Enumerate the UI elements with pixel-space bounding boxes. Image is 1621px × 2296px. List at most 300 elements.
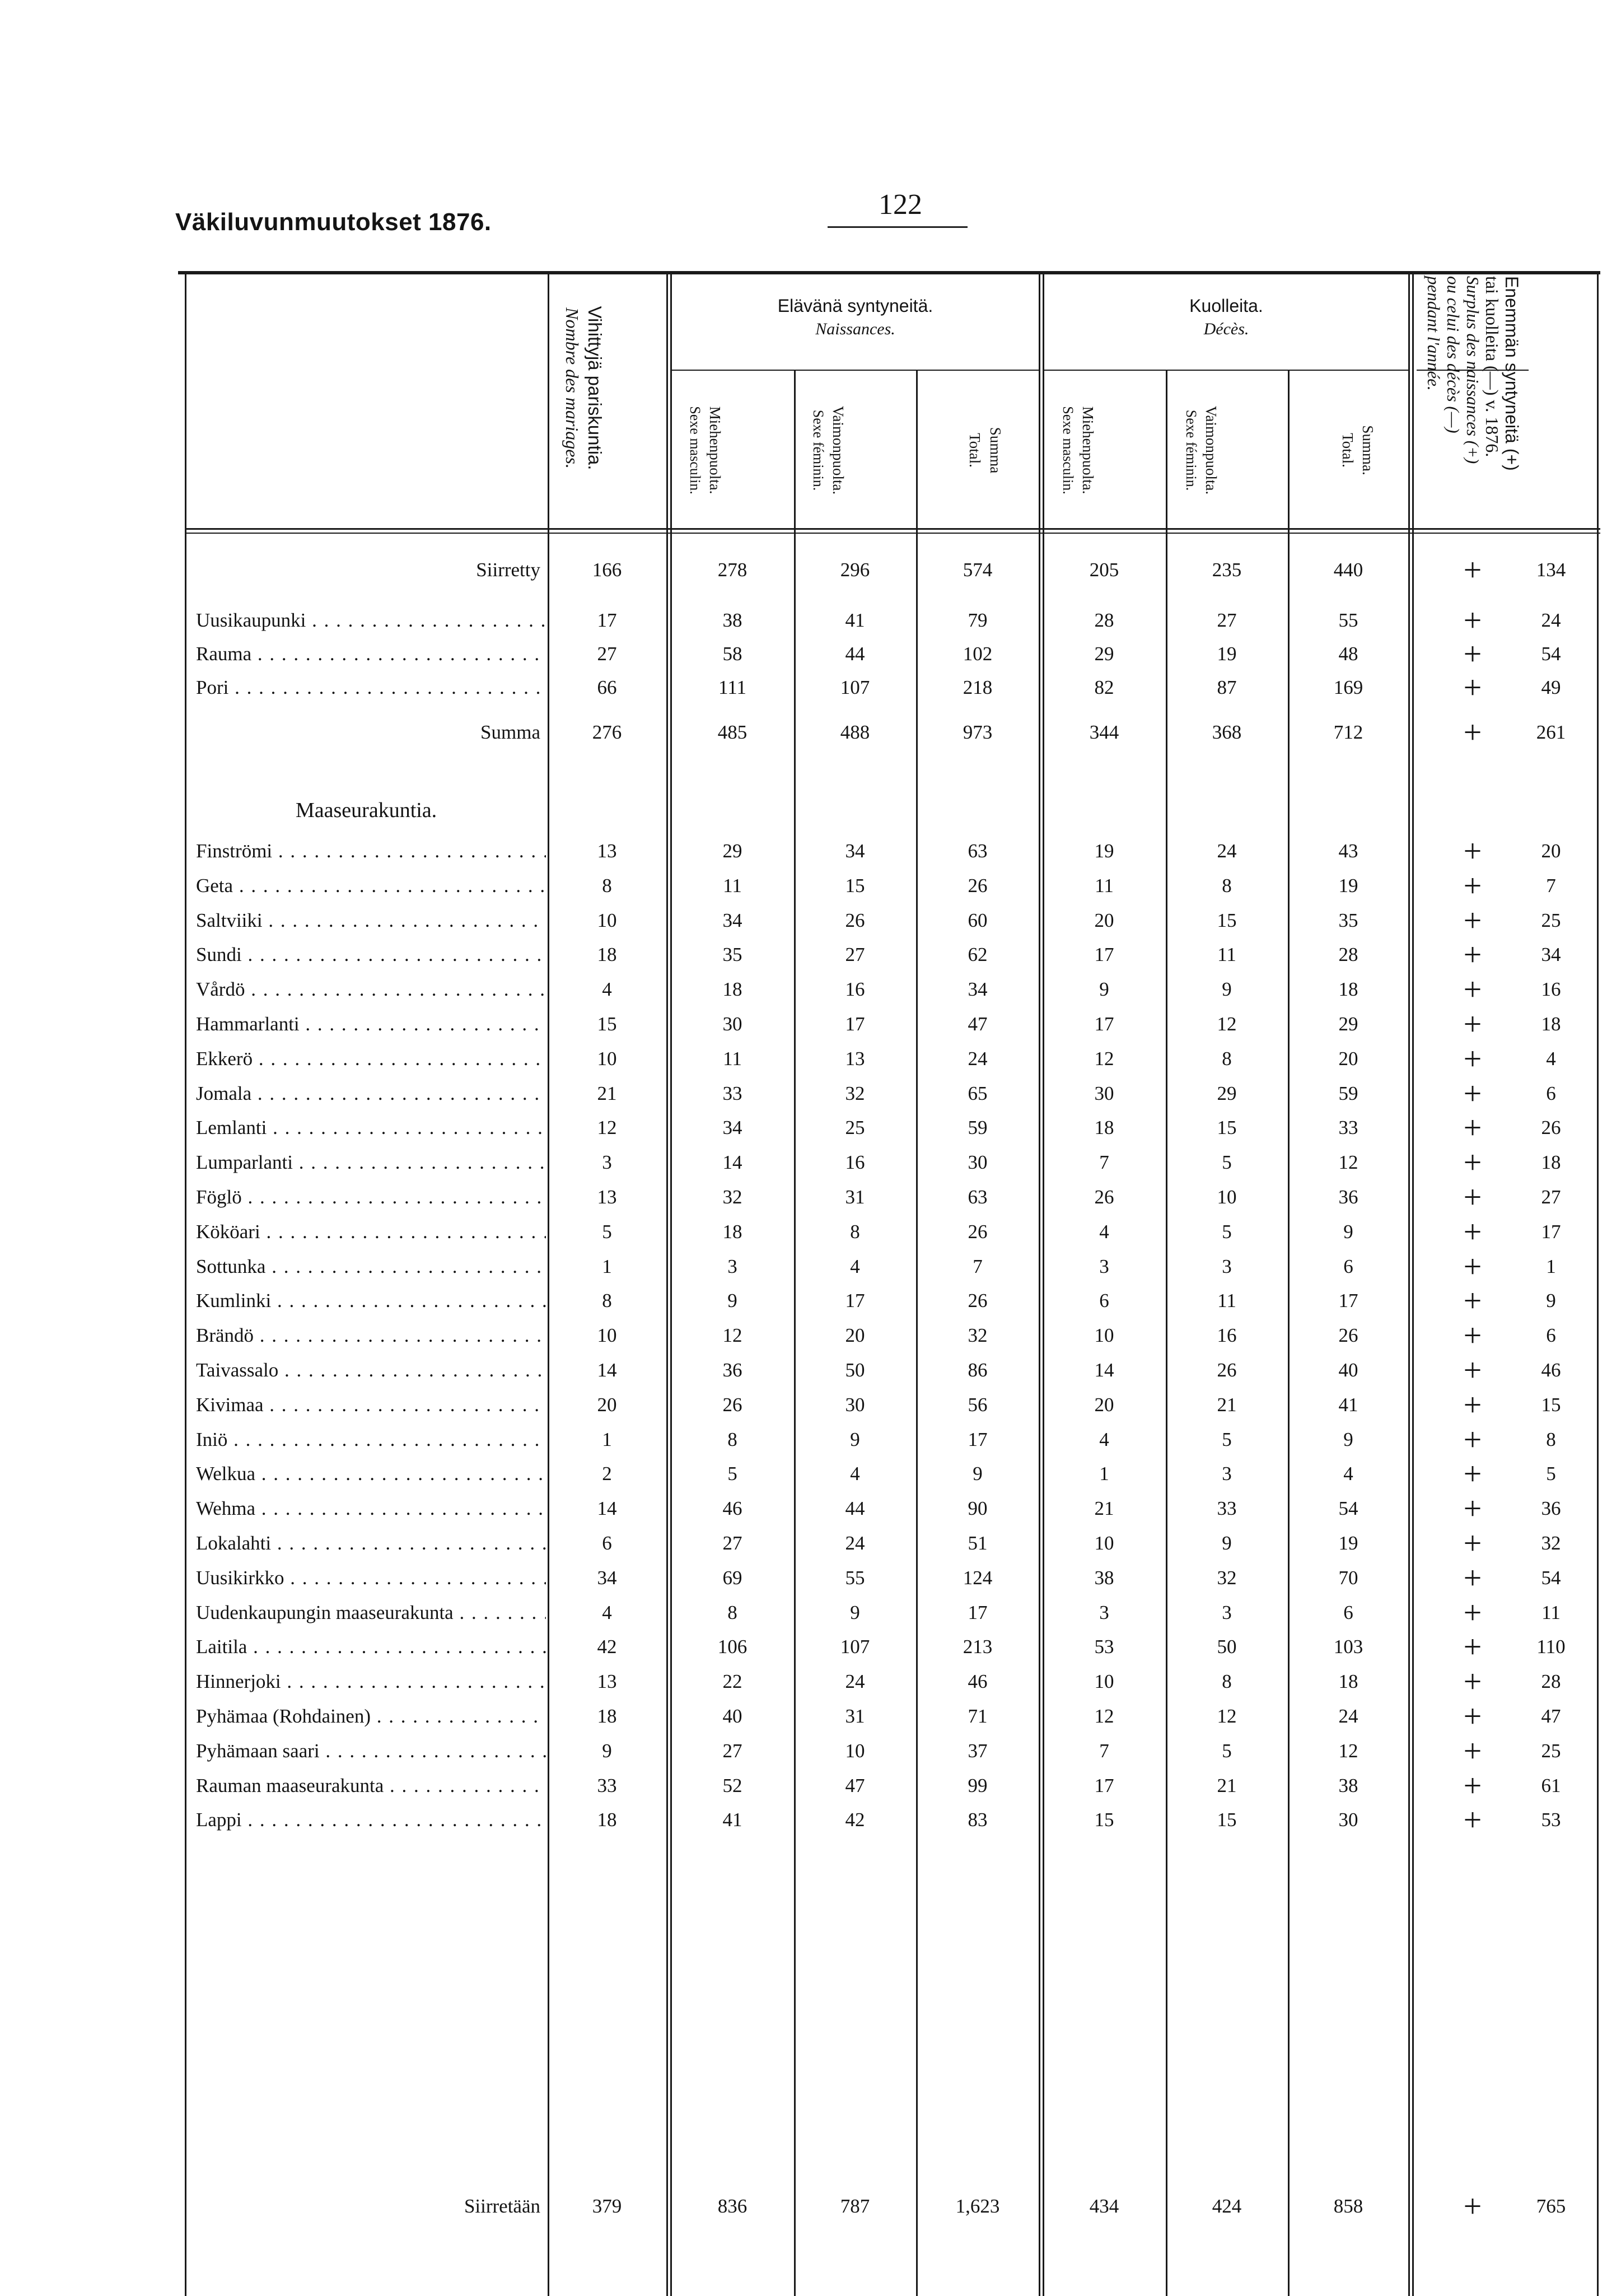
marriages-cell: 3 xyxy=(602,1151,612,1174)
marriages-cell: 42 xyxy=(597,1636,617,1658)
row-label: Lemlanti . . . xyxy=(196,1111,546,1145)
surplus-sign: + xyxy=(1463,1179,1482,1215)
deaths-male-cell: 3 xyxy=(1099,1255,1109,1277)
marriages-cell: 14 xyxy=(597,1497,617,1520)
row-label: Hinnerjoki . . . xyxy=(196,1665,546,1698)
row-label: Sottunka . . . xyxy=(196,1250,546,1284)
header-births-male-fi: Miehenpuolta. xyxy=(707,406,723,494)
row-label: Föglö . . . xyxy=(196,1180,546,1214)
births-female-cell: 26 xyxy=(845,909,865,931)
births-total-cell: 574 xyxy=(963,559,993,581)
surplus-value-cell: 20 xyxy=(1541,840,1561,862)
births-total-cell: 34 xyxy=(968,978,988,1001)
row-label: Jomala . . . xyxy=(196,1077,546,1110)
table-row xyxy=(0,1492,1621,1525)
table-row xyxy=(0,1423,1621,1457)
deaths-male-cell: 28 xyxy=(1094,609,1114,631)
table-row xyxy=(0,1561,1621,1595)
header-births-total-fi: Summa xyxy=(987,427,1004,474)
deaths-total-cell: 440 xyxy=(1333,559,1363,581)
surplus-sign: + xyxy=(1463,1455,1482,1492)
row-label: Iniö . . . xyxy=(196,1423,546,1457)
births-total-cell: 60 xyxy=(968,909,988,931)
table-row xyxy=(0,1215,1621,1249)
marriages-cell: 13 xyxy=(597,840,617,862)
births-female-cell: 30 xyxy=(845,1393,865,1416)
deaths-male-cell: 17 xyxy=(1094,944,1114,966)
surplus-sign: + xyxy=(1463,1317,1482,1354)
marriages-cell: 1 xyxy=(602,1255,612,1277)
births-male-cell: 52 xyxy=(722,1774,742,1796)
table-row xyxy=(0,1665,1621,1698)
surplus-sign: + xyxy=(1463,552,1482,588)
deaths-total-cell: 17 xyxy=(1338,1290,1358,1312)
deaths-total-cell: 4 xyxy=(1343,1463,1353,1485)
deaths-female-cell: 26 xyxy=(1217,1359,1237,1381)
marriages-cell: 21 xyxy=(597,1082,617,1104)
deaths-female-cell: 368 xyxy=(1212,721,1242,743)
deaths-female-cell: 15 xyxy=(1217,1809,1237,1831)
deaths-total-cell: 6 xyxy=(1343,1255,1353,1277)
marriages-cell: 15 xyxy=(597,1013,617,1035)
surplus-sign: + xyxy=(1463,1628,1482,1665)
table-row xyxy=(0,1457,1621,1491)
deaths-total-cell: 19 xyxy=(1338,874,1358,897)
marriages-cell: 13 xyxy=(597,1186,617,1208)
births-total-cell: 7 xyxy=(973,1255,983,1277)
row-label: Pyhämaa (Rohdainen) . . . xyxy=(196,1700,546,1733)
births-male-cell: 12 xyxy=(722,1324,742,1347)
surplus-sign: + xyxy=(1463,1663,1482,1700)
surplus-value-cell: 6 xyxy=(1546,1082,1556,1104)
deaths-total-cell: 48 xyxy=(1338,643,1358,665)
header-surplus-fr-1: Surplus des naissances (+) xyxy=(1463,276,1483,464)
deaths-female-cell: 8 xyxy=(1222,1047,1232,1070)
carried-row xyxy=(0,553,1621,587)
surplus-value-cell: 8 xyxy=(1546,1428,1556,1450)
surplus-value-cell: 1 xyxy=(1546,1255,1556,1277)
deaths-total-cell: 858 xyxy=(1333,2195,1363,2217)
deaths-female-cell: 19 xyxy=(1217,643,1237,665)
deaths-total-cell: 169 xyxy=(1333,676,1363,698)
births-female-cell: 9 xyxy=(850,1428,860,1450)
row-label: Summa xyxy=(480,721,540,743)
marriages-cell: 18 xyxy=(597,944,617,966)
births-male-cell: 3 xyxy=(727,1255,737,1277)
births-female-cell: 10 xyxy=(845,1739,865,1762)
marriages-cell: 27 xyxy=(597,643,617,665)
deaths-female-cell: 50 xyxy=(1217,1636,1237,1658)
deaths-total-cell: 24 xyxy=(1338,1705,1358,1727)
row-label: Brändö . . . xyxy=(196,1319,546,1352)
surplus-sign: + xyxy=(1463,1767,1482,1804)
page-number: 122 xyxy=(879,189,922,221)
table-row xyxy=(0,1596,1621,1630)
surplus-sign: + xyxy=(1463,602,1482,638)
table-row xyxy=(0,1803,1621,1837)
header-deaths-male-fi: Miehenpuolta. xyxy=(1080,406,1096,494)
deaths-female-cell: 16 xyxy=(1217,1324,1237,1347)
surplus-value-cell: 25 xyxy=(1541,909,1561,931)
births-male-cell: 69 xyxy=(722,1566,742,1589)
births-female-cell: 9 xyxy=(850,1601,860,1623)
table-row xyxy=(0,637,1621,671)
deaths-male-cell: 38 xyxy=(1094,1566,1114,1589)
carried-row xyxy=(0,2190,1621,2223)
births-total-cell: 59 xyxy=(968,1117,988,1139)
table-row xyxy=(0,604,1621,637)
row-label: Uusikirkko . . . xyxy=(196,1561,546,1595)
surplus-value-cell: 9 xyxy=(1546,1290,1556,1312)
deaths-male-cell: 19 xyxy=(1094,840,1114,862)
surplus-sign: + xyxy=(1463,714,1482,750)
births-female-cell: 16 xyxy=(845,1151,865,1174)
deaths-total-cell: 40 xyxy=(1338,1359,1358,1381)
births-male-cell: 5 xyxy=(727,1463,737,1485)
header-surplus-fi-2: tai kuolleita (—) v. 1876. xyxy=(1482,276,1502,458)
surplus-sign: + xyxy=(1463,1698,1482,1734)
births-total-cell: 90 xyxy=(968,1497,988,1520)
header-marriages-fi: Vihittyjä pariskuntia. xyxy=(585,306,605,470)
surplus-sign: + xyxy=(1463,2188,1482,2224)
deaths-male-cell: 10 xyxy=(1094,1324,1114,1347)
deaths-male-cell: 18 xyxy=(1094,1117,1114,1139)
marriages-cell: 2 xyxy=(602,1463,612,1485)
surplus-value-cell: 16 xyxy=(1541,978,1561,1001)
births-male-cell: 106 xyxy=(717,1636,748,1658)
sum-row xyxy=(0,716,1621,749)
surplus-sign: + xyxy=(1463,1282,1482,1319)
births-female-cell: 32 xyxy=(845,1082,865,1104)
births-total-cell: 102 xyxy=(963,643,993,665)
marriages-cell: 33 xyxy=(597,1774,617,1796)
deaths-total-cell: 38 xyxy=(1338,1774,1358,1796)
births-male-cell: 26 xyxy=(722,1393,742,1416)
births-female-cell: 15 xyxy=(845,874,865,897)
deaths-total-cell: 35 xyxy=(1338,909,1358,931)
surplus-value-cell: 54 xyxy=(1541,643,1561,665)
row-label: Finströmi . . . xyxy=(196,834,546,868)
marriages-cell: 276 xyxy=(592,721,622,743)
table-row xyxy=(0,1146,1621,1179)
births-male-cell: 8 xyxy=(727,1428,737,1450)
births-total-cell: 63 xyxy=(968,1186,988,1208)
surplus-sign: + xyxy=(1463,902,1482,939)
births-male-cell: 38 xyxy=(722,609,742,631)
row-label: Welkua . . . xyxy=(196,1457,546,1491)
births-total-cell: 32 xyxy=(968,1324,988,1347)
header-deaths-total-fi: Summa. xyxy=(1360,425,1376,475)
deaths-total-cell: 18 xyxy=(1338,1670,1358,1693)
deaths-male-cell: 11 xyxy=(1095,874,1114,897)
header-births-female-fr: Sexe féminin. xyxy=(810,409,826,491)
deaths-male-cell: 344 xyxy=(1089,721,1119,743)
deaths-female-cell: 3 xyxy=(1222,1255,1232,1277)
births-female-cell: 31 xyxy=(845,1186,865,1208)
births-total-cell: 56 xyxy=(968,1393,988,1416)
surplus-sign: + xyxy=(1463,1248,1482,1285)
births-male-cell: 111 xyxy=(718,676,746,698)
surplus-sign: + xyxy=(1463,936,1482,973)
births-female-cell: 50 xyxy=(845,1359,865,1381)
table-row xyxy=(0,1042,1621,1076)
row-label: Kivimaa . . . xyxy=(196,1388,546,1422)
marriages-cell: 10 xyxy=(597,1047,617,1070)
deaths-female-cell: 12 xyxy=(1217,1013,1237,1035)
surplus-sign: + xyxy=(1463,833,1482,869)
row-label: Rauman maaseurakunta . . . xyxy=(196,1769,546,1803)
deaths-male-cell: 10 xyxy=(1094,1532,1114,1554)
surplus-value-cell: 24 xyxy=(1541,609,1561,631)
surplus-sign: + xyxy=(1463,1559,1482,1596)
deaths-female-cell: 424 xyxy=(1212,2195,1242,2217)
births-male-cell: 34 xyxy=(722,1117,742,1139)
births-total-cell: 1,623 xyxy=(955,2195,1000,2217)
births-male-cell: 9 xyxy=(727,1290,737,1312)
births-total-cell: 47 xyxy=(968,1013,988,1035)
surplus-sign: + xyxy=(1463,1006,1482,1042)
row-label: Sundi . . . xyxy=(196,938,546,972)
surplus-sign: + xyxy=(1463,1386,1482,1423)
surplus-sign: + xyxy=(1463,971,1482,1008)
births-female-cell: 107 xyxy=(840,676,870,698)
deaths-total-cell: 26 xyxy=(1338,1324,1358,1347)
row-label: Pyhämaan saari . . . xyxy=(196,1734,546,1768)
births-male-cell: 33 xyxy=(722,1082,742,1104)
births-total-cell: 26 xyxy=(968,1220,988,1243)
deaths-total-cell: 19 xyxy=(1338,1532,1358,1554)
deaths-male-cell: 9 xyxy=(1099,978,1109,1001)
deaths-male-cell: 17 xyxy=(1094,1013,1114,1035)
marriages-cell: 66 xyxy=(597,676,617,698)
row-label: Siirretty xyxy=(476,559,540,581)
deaths-female-cell: 5 xyxy=(1222,1220,1232,1243)
surplus-value-cell: 6 xyxy=(1546,1324,1556,1347)
births-female-cell: 24 xyxy=(845,1670,865,1693)
births-male-cell: 41 xyxy=(722,1809,742,1831)
deaths-female-cell: 15 xyxy=(1217,909,1237,931)
deaths-female-cell: 21 xyxy=(1217,1774,1237,1796)
deaths-total-cell: 20 xyxy=(1338,1047,1358,1070)
surplus-sign: + xyxy=(1463,1525,1482,1561)
deaths-male-cell: 30 xyxy=(1094,1082,1114,1104)
surplus-sign: + xyxy=(1463,669,1482,706)
deaths-male-cell: 29 xyxy=(1094,643,1114,665)
births-male-cell: 27 xyxy=(722,1532,742,1554)
deaths-male-cell: 17 xyxy=(1094,1774,1114,1796)
row-label: Saltviiki . . . xyxy=(196,904,546,937)
table-row xyxy=(0,1007,1621,1041)
deaths-female-cell: 5 xyxy=(1222,1739,1232,1762)
surplus-value-cell: 18 xyxy=(1541,1151,1561,1174)
row-label: Vårdö . . . xyxy=(196,973,546,1006)
births-total-cell: 63 xyxy=(968,840,988,862)
row-label: Hammarlanti . . . xyxy=(196,1007,546,1041)
births-female-cell: 34 xyxy=(845,840,865,862)
births-male-cell: 34 xyxy=(722,909,742,931)
surplus-value-cell: 54 xyxy=(1541,1566,1561,1589)
marriages-cell: 9 xyxy=(602,1739,612,1762)
surplus-value-cell: 61 xyxy=(1541,1774,1561,1796)
marriages-cell: 5 xyxy=(602,1220,612,1243)
deaths-female-cell: 5 xyxy=(1222,1151,1232,1174)
marriages-cell: 1 xyxy=(602,1428,612,1450)
births-total-cell: 213 xyxy=(963,1636,993,1658)
row-label: Pori . . . xyxy=(196,671,546,704)
births-female-cell: 44 xyxy=(845,1497,865,1520)
table-row xyxy=(0,1354,1621,1387)
header-surplus-fr-3: pendant l'année. xyxy=(1424,276,1444,391)
marriages-cell: 8 xyxy=(602,874,612,897)
births-female-cell: 4 xyxy=(850,1255,860,1277)
births-female-cell: 16 xyxy=(845,978,865,1001)
deaths-female-cell: 33 xyxy=(1217,1497,1237,1520)
row-label: Uudenkaupungin maaseurakunta . . . xyxy=(196,1596,546,1630)
marriages-cell: 8 xyxy=(602,1290,612,1312)
deaths-male-cell: 26 xyxy=(1094,1186,1114,1208)
marriages-cell: 17 xyxy=(597,609,617,631)
marriages-cell: 20 xyxy=(597,1393,617,1416)
table-row xyxy=(0,1388,1621,1422)
births-male-cell: 18 xyxy=(722,1220,742,1243)
row-label: Kumlinki . . . xyxy=(196,1284,546,1318)
births-male-cell: 36 xyxy=(722,1359,742,1381)
births-male-cell: 14 xyxy=(722,1151,742,1174)
table-row xyxy=(0,904,1621,937)
surplus-value-cell: 36 xyxy=(1541,1497,1561,1520)
surplus-value-cell: 47 xyxy=(1541,1705,1561,1727)
births-male-cell: 22 xyxy=(722,1670,742,1693)
births-male-cell: 46 xyxy=(722,1497,742,1520)
deaths-female-cell: 235 xyxy=(1212,559,1242,581)
deaths-female-cell: 3 xyxy=(1222,1601,1232,1623)
deaths-female-cell: 9 xyxy=(1222,1532,1232,1554)
deaths-total-cell: 12 xyxy=(1338,1151,1358,1174)
table-row xyxy=(0,1180,1621,1214)
births-female-cell: 488 xyxy=(840,721,870,743)
deaths-total-cell: 103 xyxy=(1333,1636,1363,1658)
row-label: Ekkerö . . . xyxy=(196,1042,546,1076)
surplus-sign: + xyxy=(1463,636,1482,672)
header-births-male-fr: Sexe masculin. xyxy=(687,406,703,494)
marriages-cell: 4 xyxy=(602,1601,612,1623)
deaths-total-cell: 55 xyxy=(1338,609,1358,631)
births-female-cell: 296 xyxy=(840,559,870,581)
births-female-cell: 8 xyxy=(850,1220,860,1243)
births-female-cell: 44 xyxy=(845,643,865,665)
births-female-cell: 107 xyxy=(840,1636,870,1658)
births-female-cell: 27 xyxy=(845,944,865,966)
surplus-value-cell: 49 xyxy=(1541,676,1561,698)
surplus-value-cell: 765 xyxy=(1536,2195,1566,2217)
births-female-cell: 42 xyxy=(845,1809,865,1831)
marriages-cell: 10 xyxy=(597,1324,617,1347)
births-male-cell: 40 xyxy=(722,1705,742,1727)
deaths-female-cell: 9 xyxy=(1222,978,1232,1001)
deaths-male-cell: 7 xyxy=(1099,1739,1109,1762)
births-total-cell: 218 xyxy=(963,676,993,698)
births-male-cell: 485 xyxy=(717,721,748,743)
surplus-value-cell: 5 xyxy=(1546,1463,1556,1485)
table-row xyxy=(0,834,1621,868)
surplus-sign: + xyxy=(1463,1594,1482,1631)
table-row xyxy=(0,1527,1621,1560)
marriages-cell: 4 xyxy=(602,978,612,1001)
surplus-value-cell: 134 xyxy=(1536,559,1566,581)
surplus-value-cell: 261 xyxy=(1536,721,1566,743)
deaths-male-cell: 12 xyxy=(1094,1705,1114,1727)
births-total-cell: 26 xyxy=(968,1290,988,1312)
header-surplus-fr-2: ou celui des décès (—) xyxy=(1444,276,1463,433)
table-row xyxy=(0,671,1621,704)
row-label: Siirretään xyxy=(464,2195,540,2217)
births-total-cell: 30 xyxy=(968,1151,988,1174)
surplus-value-cell: 32 xyxy=(1541,1532,1561,1554)
deaths-male-cell: 82 xyxy=(1094,676,1114,698)
table-row xyxy=(0,1630,1621,1664)
deaths-female-cell: 3 xyxy=(1222,1463,1232,1485)
births-female-cell: 17 xyxy=(845,1013,865,1035)
deaths-male-cell: 20 xyxy=(1094,1393,1114,1416)
births-female-cell: 24 xyxy=(845,1532,865,1554)
deaths-female-cell: 15 xyxy=(1217,1117,1237,1139)
marriages-cell: 12 xyxy=(597,1117,617,1139)
births-male-cell: 18 xyxy=(722,978,742,1001)
header-surplus-fi-1: Enemmän syntyneitä (+) xyxy=(1502,276,1522,471)
header-births-female-fi: Vaimonpuolta. xyxy=(830,405,847,495)
deaths-total-cell: 6 xyxy=(1343,1601,1353,1623)
header-births-fi: Elävänä syntyneitä. xyxy=(777,296,933,316)
deaths-total-cell: 28 xyxy=(1338,944,1358,966)
marriages-cell: 34 xyxy=(597,1566,617,1589)
births-female-cell: 13 xyxy=(845,1047,865,1070)
table-row xyxy=(0,1111,1621,1145)
births-male-cell: 278 xyxy=(717,559,748,581)
surplus-value-cell: 18 xyxy=(1541,1013,1561,1035)
table-row xyxy=(0,1319,1621,1352)
deaths-total-cell: 9 xyxy=(1343,1220,1353,1243)
births-female-cell: 787 xyxy=(840,2195,870,2217)
births-total-cell: 17 xyxy=(968,1601,988,1623)
surplus-value-cell: 7 xyxy=(1546,874,1556,897)
births-total-cell: 46 xyxy=(968,1670,988,1693)
births-total-cell: 973 xyxy=(963,721,993,743)
row-label: Rauma . . . xyxy=(196,637,546,671)
births-female-cell: 31 xyxy=(845,1705,865,1727)
deaths-total-cell: 9 xyxy=(1343,1428,1353,1450)
marriages-cell: 166 xyxy=(592,559,622,581)
surplus-sign: + xyxy=(1463,1802,1482,1838)
marriages-cell: 18 xyxy=(597,1705,617,1727)
deaths-female-cell: 27 xyxy=(1217,609,1237,631)
surplus-value-cell: 46 xyxy=(1541,1359,1561,1381)
surplus-sign: + xyxy=(1463,1144,1482,1181)
births-female-cell: 20 xyxy=(845,1324,865,1347)
row-label: Lokalahti . . . xyxy=(196,1527,546,1560)
table-row xyxy=(0,1734,1621,1768)
deaths-total-cell: 712 xyxy=(1333,721,1363,743)
surplus-value-cell: 4 xyxy=(1546,1047,1556,1070)
deaths-female-cell: 11 xyxy=(1217,1290,1236,1312)
surplus-value-cell: 11 xyxy=(1541,1601,1561,1623)
table-row xyxy=(0,1077,1621,1110)
surplus-value-cell: 53 xyxy=(1541,1809,1561,1831)
surplus-value-cell: 110 xyxy=(1536,1636,1566,1658)
births-total-cell: 62 xyxy=(968,944,988,966)
deaths-male-cell: 7 xyxy=(1099,1151,1109,1174)
births-female-cell: 17 xyxy=(845,1290,865,1312)
deaths-female-cell: 8 xyxy=(1222,1670,1232,1693)
